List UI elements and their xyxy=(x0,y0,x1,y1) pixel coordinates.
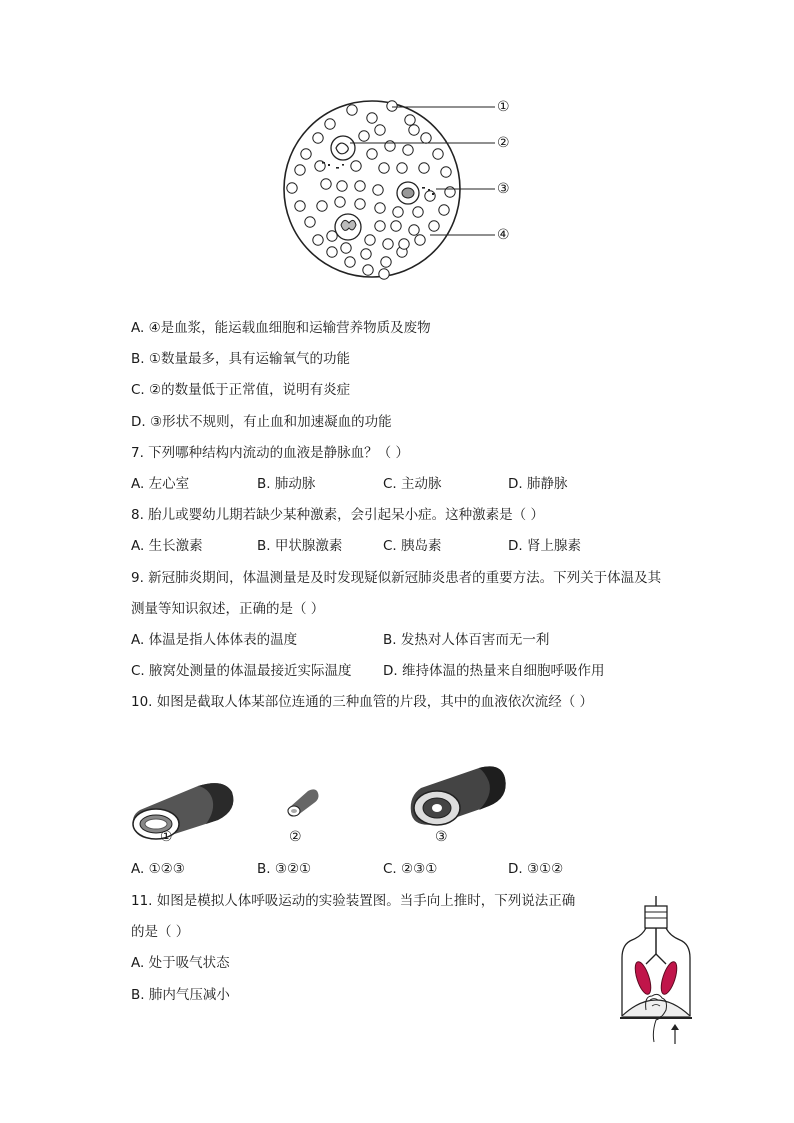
red-blood-cell xyxy=(393,207,403,217)
red-blood-cell xyxy=(287,183,297,193)
red-blood-cell xyxy=(409,225,419,235)
q9-option-c: C. 腋窝处测量的体温最接近实际温度 xyxy=(131,663,352,679)
red-blood-cell xyxy=(317,201,327,211)
red-blood-cell xyxy=(381,257,391,267)
label-2: ② xyxy=(497,135,510,151)
red-blood-cell xyxy=(433,149,443,159)
vessel-2-svg xyxy=(284,783,324,823)
red-blood-cell xyxy=(327,247,337,257)
red-blood-cell xyxy=(403,145,413,155)
white-blood-cell-3 xyxy=(335,214,361,240)
red-blood-cell xyxy=(367,149,377,159)
vessel-label-1: ① xyxy=(160,829,173,845)
red-blood-cell xyxy=(337,181,347,191)
vessel-3-svg xyxy=(407,758,517,838)
q8-stem: 8. 胎儿或婴幼儿期若缺少某种激素，会引起呆小症。这种激素是（ ） xyxy=(131,507,544,523)
white-blood-cell-1 xyxy=(331,136,355,160)
vessel-label-3: ③ xyxy=(435,829,448,845)
red-blood-cell xyxy=(375,221,385,231)
red-blood-cell xyxy=(425,191,435,201)
red-blood-cell xyxy=(415,235,425,245)
red-blood-cell xyxy=(375,125,385,135)
red-blood-cell xyxy=(445,187,455,197)
red-blood-cell xyxy=(419,163,429,173)
red-blood-cell xyxy=(397,163,407,173)
field-of-view-circle xyxy=(284,101,460,277)
red-blood-cell xyxy=(429,221,439,231)
red-blood-cell xyxy=(313,235,323,245)
red-blood-cell xyxy=(295,165,305,175)
blood-smear-svg xyxy=(0,0,794,290)
vessel-1-svg xyxy=(128,766,248,846)
red-blood-cell xyxy=(345,257,355,267)
label-4: ④ xyxy=(497,227,510,243)
red-blood-cell xyxy=(373,185,383,195)
red-blood-cell xyxy=(405,115,415,125)
red-blood-cell xyxy=(385,141,395,151)
red-blood-cell xyxy=(387,101,397,111)
red-blood-cell xyxy=(321,179,331,189)
red-blood-cell xyxy=(359,131,369,141)
q8-option-c: C. 胰岛素 xyxy=(383,538,442,554)
red-blood-cell xyxy=(361,249,371,259)
red-blood-cell xyxy=(399,239,409,249)
q7-option-a: A. 左心室 xyxy=(131,476,190,492)
q8-option-a: A. 生长激素 xyxy=(131,538,203,554)
breathing-model-svg xyxy=(612,892,702,1052)
red-blood-cell xyxy=(367,113,377,123)
q6-option-d: D. ③形状不规则，有止血和加速凝血的功能 xyxy=(131,414,392,430)
q7-option-b: B. 肺动脉 xyxy=(257,476,316,492)
white-blood-cell-2 xyxy=(397,182,419,204)
q9-option-b: B. 发热对人体百害而无一利 xyxy=(383,632,550,648)
q7-option-c: C. 主动脉 xyxy=(383,476,442,492)
red-blood-cell xyxy=(439,205,449,215)
rubber-stopper xyxy=(645,906,667,928)
q9-option-d: D. 维持体温的热量来自细胞呼吸作用 xyxy=(383,663,605,679)
q9-option-a: A. 体温是指人体体表的温度 xyxy=(131,632,298,648)
red-blood-cell xyxy=(421,133,431,143)
red-blood-cell xyxy=(351,161,361,171)
red-blood-cell xyxy=(335,197,345,207)
red-blood-cell xyxy=(325,119,335,129)
red-blood-cell xyxy=(379,269,389,279)
vessel-label-2: ② xyxy=(289,829,302,845)
red-blood-cell xyxy=(409,125,419,135)
red-blood-cell xyxy=(383,239,393,249)
red-blood-cell xyxy=(301,149,311,159)
red-blood-cell xyxy=(441,167,451,177)
q10-option-b: B. ③②① xyxy=(257,861,312,877)
q6-option-a: A. ④是血浆，能运载血细胞和运输营养物质及废物 xyxy=(131,320,431,336)
red-blood-cell xyxy=(313,133,323,143)
red-blood-cell xyxy=(355,181,365,191)
red-blood-cell xyxy=(363,265,373,275)
red-blood-cell xyxy=(413,207,423,217)
q6-option-c: C. ②的数量低于正常值，说明有炎症 xyxy=(131,382,351,398)
label-3: ③ xyxy=(497,181,510,197)
red-blood-cell xyxy=(295,201,305,211)
red-blood-cell xyxy=(341,243,351,253)
q10-option-d: D. ③①② xyxy=(508,861,564,877)
q8-option-b: B. 甲状腺激素 xyxy=(257,538,343,554)
q8-option-d: D. 肾上腺素 xyxy=(508,538,581,554)
q6-option-b: B. ①数量最多，具有运输氧气的功能 xyxy=(131,351,350,367)
red-blood-cell xyxy=(305,217,315,227)
q10-option-a: A. ①②③ xyxy=(131,861,185,877)
label-1: ① xyxy=(497,99,510,115)
red-blood-cell xyxy=(379,163,389,173)
q10-option-c: C. ②③① xyxy=(383,861,438,877)
q10-stem: 10. 如图是截取人体某部位连通的三种血管的片段，其中的血液依次流经（ ） xyxy=(131,694,594,710)
q11-stem-line2: 的是（ ） xyxy=(131,924,190,940)
red-blood-cell xyxy=(355,199,365,209)
q9-stem-line1: 9. 新冠肺炎期间，体温测量是及时发现疑似新冠肺炎患者的重要方法。下列关于体温及其 xyxy=(131,570,662,586)
q9-stem-line2: 测量等知识叙述，正确的是（ ） xyxy=(131,601,325,617)
red-blood-cell xyxy=(375,203,385,213)
q11-stem-line1: 11. 如图是模拟人体呼吸运动的实验装置图。当手向上推时，下列说法正确 xyxy=(131,893,576,909)
q11-option-a: A. 处于吸气状态 xyxy=(131,955,230,971)
red-blood-cell xyxy=(347,105,357,115)
q11-option-b: B. 肺内气压减小 xyxy=(131,987,230,1003)
red-blood-cell xyxy=(391,221,401,231)
q7-option-d: D. 肺静脉 xyxy=(508,476,568,492)
red-blood-cell xyxy=(365,235,375,245)
q7-stem: 7. 下列哪种结构内流动的血液是静脉血？（ ） xyxy=(131,445,409,461)
